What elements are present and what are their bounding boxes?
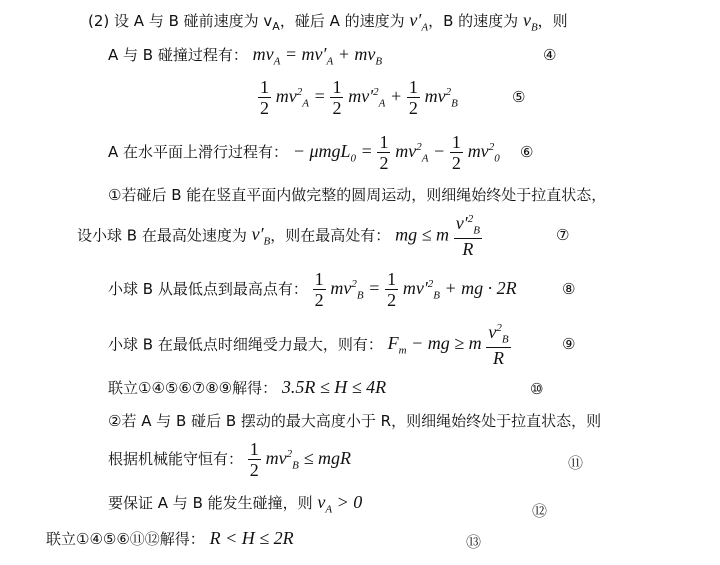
marker-8: ⑧	[562, 280, 576, 298]
text-solve-1: 联立①④⑤⑥⑦⑧⑨解得：	[108, 379, 278, 397]
math-eq4: $mv_A = mv'_A + mv_B$	[252, 44, 383, 68]
line-4: A 在水平面上滑行过程有： − μmgL$_0$ = $\frac{1}{2}$ $mv^2_A$ − $\frac{1}{2}$ $mv^2_0$	[108, 132, 500, 173]
fraction-vb2-r: $\frac{v'^2_B}{R}$	[455, 213, 480, 259]
line-8: 小球 B 在最低点时细绳受力最大，则有： $F_m$ − mg ≥ m $\frac{v^2_B}{R}$	[108, 322, 509, 368]
line-1	[88, 10, 568, 34]
text-case2: ②若 A 与 B 碰后 B 摆动的最大高度小于 R，则细绳始终处于拉直状态，则	[108, 412, 602, 430]
fraction-half: $\frac{1}{2}$	[314, 269, 324, 310]
math-eq10: 3.5R ≤ H ≤ 4R	[281, 377, 387, 397]
line-6: 设小球 B 在最高处速度为 $v'_B$，则在最高处有： mg ≤ m $\frac{v'^2_B}{R}$	[77, 213, 480, 259]
marker-4: ④	[543, 46, 557, 64]
math-vprime-a: $v'_A$	[409, 10, 429, 34]
text-ensure-collision: 要保证 A 与 B 能发生碰撞，则	[108, 494, 313, 512]
marker-12: ⑫	[532, 502, 548, 520]
fraction-half: $\frac{1}{2}$	[260, 77, 269, 118]
marker-13: ⑬	[466, 533, 482, 551]
fraction-half: $\frac{1}{2}$	[332, 77, 342, 118]
line-7: 小球 B 从最低点到最高点有： $\frac{1}{2}$ $mv^2_B$ = $\frac{1}{2}$ $mv'^2_B$ + mg · 2R	[108, 269, 517, 310]
line-13	[46, 528, 294, 549]
marker-7: ⑦	[556, 226, 570, 244]
text-collision: A 与 B 碰撞过程有：	[108, 46, 248, 64]
fraction-half: $\frac{1}{2}$	[408, 77, 418, 118]
marker-10: ⑩	[530, 380, 544, 398]
text-solve-2: 联立①④⑤⑥⑪⑫解得：	[46, 530, 205, 548]
text-low-to-high: 小球 B 从最低点到最高点有：	[108, 280, 308, 298]
math-v-b: $v_B$	[522, 10, 538, 34]
text-b-speed: ，B 的速度为	[428, 12, 519, 30]
line-5	[108, 184, 606, 205]
line-12: 要保证 A 与 B 能发生碰撞，则 $v_A > 0$	[108, 492, 363, 516]
line-9	[108, 377, 386, 398]
text-lowest-point: 小球 B 在最低点时细绳受力最大，则有：	[108, 335, 383, 354]
line-3: $\frac{1}{2}$ $mv^2_A$ = $\frac{1}{2}$ $mv'^2_A$ + $\frac{1}{2}$ $mv^2_B$	[260, 77, 458, 118]
text-then: ，则	[537, 12, 568, 30]
marker-11: ⑪	[568, 454, 584, 472]
text-top-speed: 设小球 B 在最高处速度为	[77, 226, 247, 245]
math-eq11-rhs: ≤ mgR	[303, 448, 351, 468]
fraction-half: $\frac{1}{2}$	[379, 132, 389, 173]
text-slide: A 在水平面上滑行过程有：	[108, 143, 289, 161]
line-2	[108, 44, 382, 68]
marker-9: ⑨	[562, 335, 576, 353]
line-11: 根据机械能守恒有： $\frac{1}{2}$ $mv^2_B$ ≤ mgR	[108, 439, 351, 480]
math-eq13: R < H ≤ 2R	[209, 528, 294, 548]
fraction-half: $\frac{1}{2}$	[451, 132, 461, 173]
sub-a: A	[272, 20, 280, 33]
text-after-collision: ，碰后 A 的速度为	[279, 12, 405, 30]
text-case1: ①若碰后 B 能在竖直平面内做完整的圆周运动，则细绳始终处于拉直状态，	[108, 186, 607, 204]
fraction-half: $\frac{1}{2}$	[249, 439, 259, 480]
text-energy-conservation: 根据机械能守恒有：	[108, 450, 244, 468]
line-10	[108, 410, 601, 431]
text-at-top: ，则在最高处有：	[270, 226, 391, 245]
marker-5: ⑤	[512, 88, 526, 106]
marker-6: ⑥	[520, 143, 534, 161]
fraction-vb2-r: $\frac{v^2_B}{R}$	[488, 322, 509, 368]
fraction-half: $\frac{1}{2}$	[387, 269, 397, 310]
text-setup: (2) 设 A 与 B 碰前速度为 v	[88, 12, 273, 30]
